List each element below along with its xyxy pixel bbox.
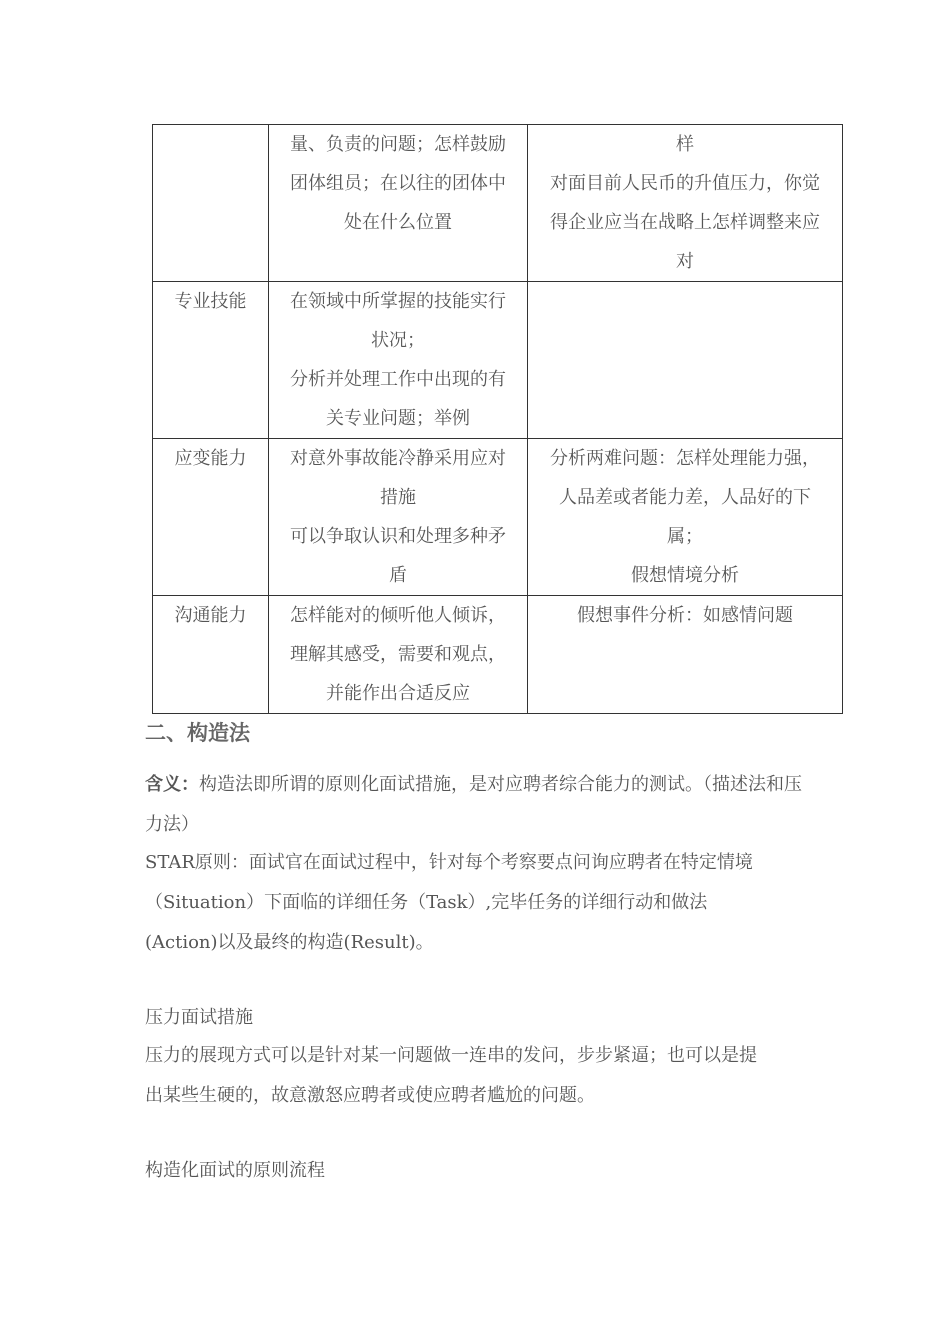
cell-line: 可以争取认识和处理多种矛 (290, 526, 506, 547)
table-row (153, 282, 843, 439)
flow-heading: 构造化面试的原则流程 (145, 1160, 325, 1181)
cell-line: 分析并处理工作中出现的有 (290, 369, 506, 390)
pressure-line: 压力的展现方式可以是针对某一问题做一连串的发问，步步紧逼；也可以是提 (145, 1045, 757, 1066)
example-cell (528, 596, 843, 714)
example-cell (528, 439, 843, 596)
description-cell (269, 125, 528, 282)
table-row (153, 596, 843, 714)
table-row (153, 439, 843, 596)
cell-line: 理解其感受，需要和观点， (290, 644, 506, 665)
definition-text: 构造法即所谓的原则化面试措施，是对应聘者综合能力的测试。（描述法和压力法） (145, 774, 802, 835)
interview-table (152, 124, 843, 714)
star-paragraph (145, 843, 805, 963)
cell-line: 假想事件分析：如感情问题 (577, 605, 793, 626)
cell-line: 团体组员；在以往的团体中 (290, 173, 506, 194)
example-cell (528, 282, 843, 439)
category-cell: 专业技能 (153, 282, 269, 439)
cell-line: 处在什么位置 (344, 212, 452, 233)
cell-line: 盾 (389, 565, 407, 586)
pressure-heading: 压力面试措施 (145, 1007, 253, 1028)
section-title: 二、构造法 (145, 721, 250, 745)
cell-line: 分析两难问题：怎样处理能力强， (550, 448, 820, 469)
cell-line: 关专业问题；举例 (326, 408, 470, 429)
pressure-line: 出某些生硬的，故意激怒应聘者或使应聘者尴尬的问题。 (145, 1085, 595, 1106)
star-line: (Action)以及最终的构造(Result)。 (145, 932, 434, 953)
cell-line: 状况； (371, 330, 425, 351)
definition-lead: 含义： (145, 774, 199, 795)
cell-line: 对 (676, 251, 694, 272)
cell-line: 在领域中所掌握的技能实行 (290, 291, 506, 312)
description-cell (269, 596, 528, 714)
category-cell: 沟通能力 (153, 596, 269, 714)
cell-line: 样 (676, 134, 694, 155)
cell-line: 属； (667, 526, 703, 547)
definition-paragraph (145, 765, 805, 845)
category-cell (153, 125, 269, 282)
cell-line: 量、负责的问题；怎样鼓励 (290, 134, 506, 155)
cell-line: 对面目前人民币的升值压力，你觉 (550, 173, 820, 194)
table-row (153, 125, 843, 282)
star-line: STAR原则：面试官在面试过程中，针对每个考察要点问询应聘者在特定情境 (145, 852, 753, 873)
description-cell (269, 282, 528, 439)
cell-line: 得企业应当在战略上怎样调整来应 (550, 212, 820, 233)
pressure-paragraph (145, 1036, 805, 1116)
cell-line: 怎样能对的倾听他人倾诉， (290, 605, 506, 626)
example-cell (528, 125, 843, 282)
description-cell (269, 439, 528, 596)
cell-line: 假想情境分析 (631, 565, 739, 586)
cell-line: 并能作出合适反应 (326, 683, 470, 704)
cell-line: 措施 (380, 487, 416, 508)
star-line: （Situation）下面临的详细任务（Task）,完毕任务的详细行动和做法 (145, 892, 708, 913)
category-cell: 应变能力 (153, 439, 269, 596)
cell-line: 对意外事故能冷静采用应对 (290, 448, 506, 469)
cell-line: 人品差或者能力差，人品好的下 (559, 487, 811, 508)
